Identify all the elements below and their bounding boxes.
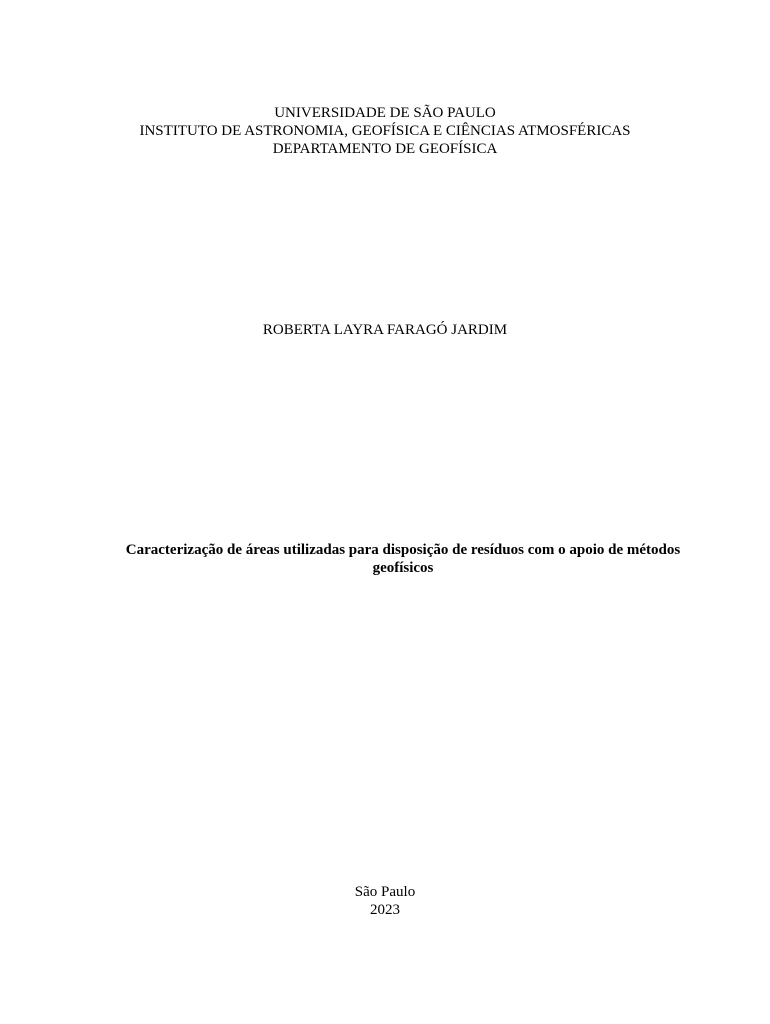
- title-block: [100, 541, 706, 577]
- year: 2023: [370, 902, 400, 918]
- department-name: DEPARTAMENTO DE GEOFÍSICA: [272, 141, 498, 157]
- author-block: [0, 321, 770, 339]
- institution-header: [0, 104, 770, 158]
- university-name: UNIVERSIDADE DE SÃO PAULO: [274, 105, 496, 121]
- institute-name: INSTITUTO DE ASTRONOMIA, GEOFÍSICA E CIÊNCIAS ATMOSFÉRICAS: [139, 123, 631, 139]
- city: São Paulo: [354, 884, 416, 900]
- work-title: Caracterização de áreas utilizadas para disposição de resíduos com o apoio de métodos geofísicos: [125, 542, 681, 576]
- author-name: ROBERTA LAYRA FARAGÓ JARDIM: [262, 322, 508, 338]
- location-date-block: [0, 883, 770, 919]
